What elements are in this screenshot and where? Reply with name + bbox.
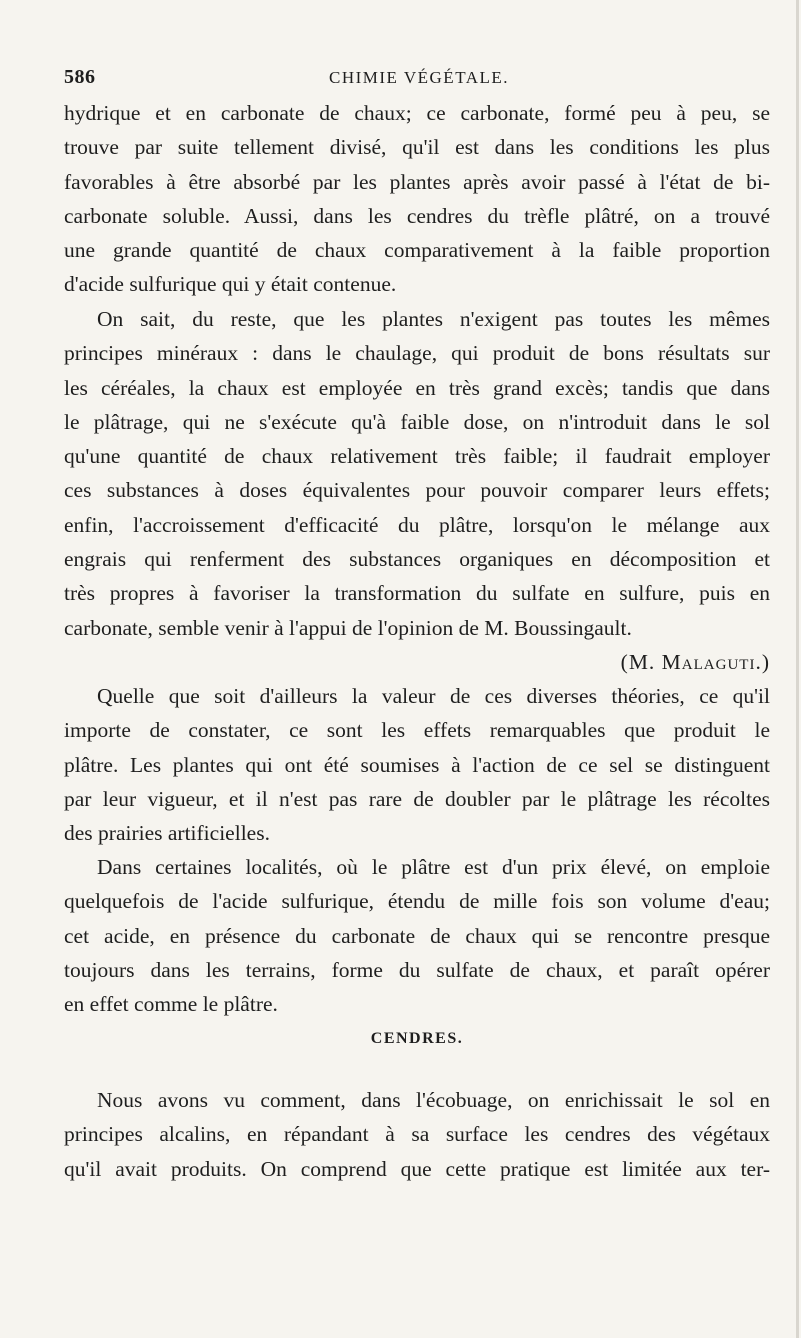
page-edge xyxy=(796,0,799,1338)
text-line: d'acide sulfurique qui y était contenue. xyxy=(64,272,397,297)
text-line: cet acide, en présence du carbonate de chaux qui se rencontre presque xyxy=(64,923,770,948)
text-line: en effet comme le plâtre. xyxy=(64,992,278,1017)
page-number: 586 xyxy=(64,66,96,88)
text-line: le plâtrage, qui ne s'exécute qu'à faible dose, on n'introduit dans le sol xyxy=(64,409,770,434)
section-title: CENDRES. xyxy=(370,1030,464,1047)
text-line: principes alcalins, en répandant à sa surface les cendres des végétaux xyxy=(64,1122,770,1147)
text-line: plâtre. Les plantes qui ont été soumises à l'action de ce sel se distinguent xyxy=(64,752,770,777)
text-line: enfin, l'accroissement d'efficacité du plâtre, lorsqu'on le mélange aux xyxy=(64,512,770,537)
text-line: très propres à favoriser la transformation du sulfate en sulfure, puis en xyxy=(64,581,770,606)
text-line: les céréales, la chaux est employée en très grand excès; tandis que dans xyxy=(64,375,770,400)
text-line: quelquefois de l'acide sulfurique, étendu de mille fois son volume d'eau; xyxy=(64,889,770,914)
author-signature: (M. Malaguti.) xyxy=(620,650,770,674)
text-line: par leur vigueur, et il n'est pas rare de doubler par le plâtrage les récoltes xyxy=(64,786,770,811)
text-line: Dans certaines localités, où le plâtre est d'un prix élevé, on emploie xyxy=(97,855,770,879)
text-line: carbonate soluble. Aussi, dans les cendres du trèfle plâtré, on a trouvé xyxy=(64,203,770,228)
text-line: favorables à être absorbé par les plantes après avoir passé à l'état de bi- xyxy=(64,169,770,194)
page-header xyxy=(64,66,770,94)
text-line: qu'une quantité de chaux relativement très faible; il faudrait employer xyxy=(64,444,770,469)
text-line: toujours dans les terrains, forme du sulfate de chaux, et paraît opérer xyxy=(64,957,770,982)
paragraph-3 xyxy=(64,679,770,850)
text-line: trouve par suite tellement divisé, qu'il est dans les conditions les plus xyxy=(64,135,770,160)
text-line: des prairies artificielles. xyxy=(64,821,270,846)
paragraph-4 xyxy=(64,850,770,1021)
text-line: On sait, du reste, que les plantes n'exigent pas toutes les mêmes xyxy=(97,307,770,331)
text-line: hydrique et en carbonate de chaux; ce carbonate, formé peu à peu, se xyxy=(64,101,770,125)
text-line: qu'il avait produits. On comprend que cette pratique est limitée aux ter- xyxy=(64,1156,770,1181)
text-line: importe de constater, ce sont les effets remarquables que produit le xyxy=(64,718,770,743)
text-line: principes minéraux : dans le chaulage, qui produit de bons résultats sur xyxy=(64,341,770,366)
book-page xyxy=(64,0,770,1338)
text-line: Quelle que soit d'ailleurs la valeur de ces diverses théories, ce qu'il xyxy=(97,684,770,708)
text-line: ces substances à doses équivalentes pour pouvoir comparer leurs effets; xyxy=(64,478,770,503)
text-line: Nous avons vu comment, dans l'écobuage, on enrichissait le sol en xyxy=(97,1088,770,1112)
paragraph-1 xyxy=(64,96,770,302)
paragraph-2 xyxy=(64,302,770,645)
text-line: une grande quantité de chaux comparativement à la faible proportion xyxy=(64,238,770,263)
running-title: CHIMIE VÉGÉTALE. xyxy=(328,68,510,87)
text-line: carbonate, semble venir à l'appui de l'opinion de M. Boussingault. xyxy=(64,615,632,640)
text-line: engrais qui renferment des substances organiques en décomposition et xyxy=(64,547,770,572)
